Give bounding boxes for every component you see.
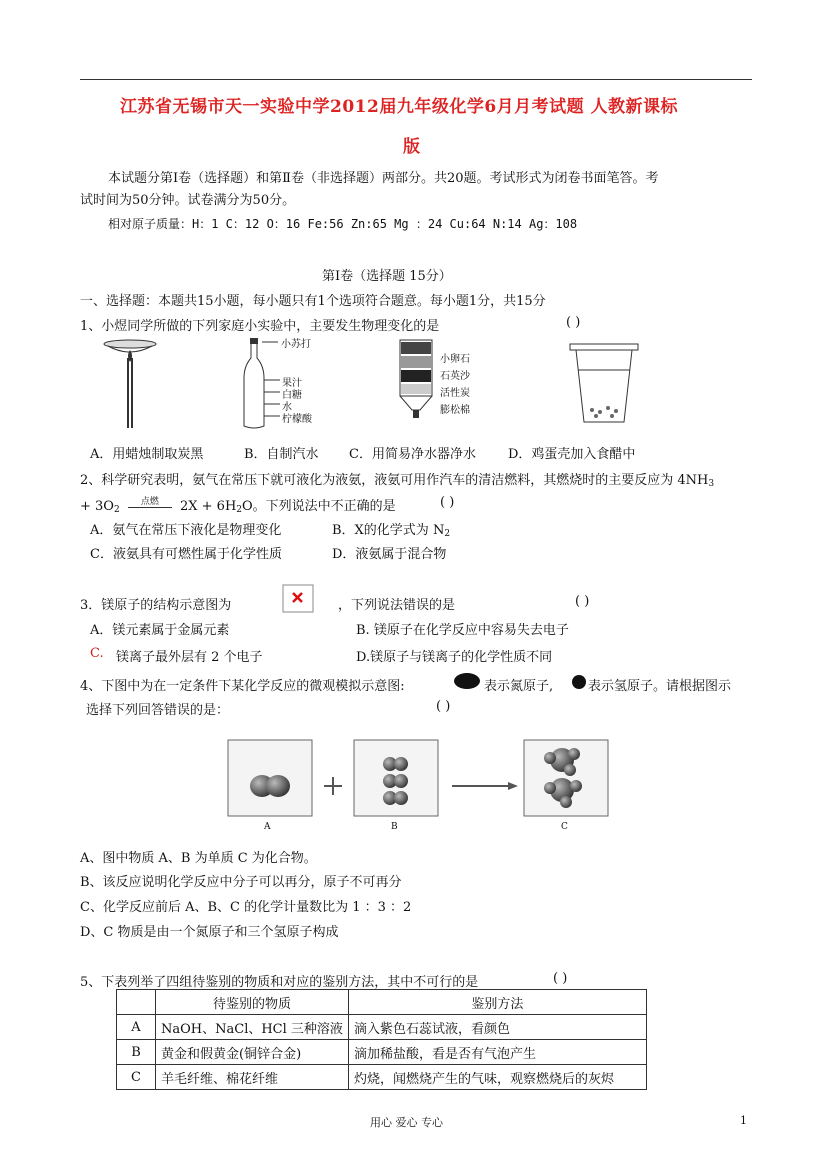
hydrogen-atom-icon bbox=[572, 674, 588, 690]
q1-option-d: D．鸡蛋壳加入食醋中 bbox=[508, 447, 636, 462]
q5-stem: 5、下表列举了四组待鉴别的物质和对应的鉴别方法，其中不可行的是 bbox=[80, 975, 479, 990]
q2-stem-line1: 2、科学研究表明，氨气在常压下就可液化为液氨，液氨可用作汽车的清洁燃料，其燃烧时的主要反应为 $4NH_3$ bbox=[80, 473, 715, 489]
q4-option-a: A、图中物质 A、B 为单质 C 为化合物。 bbox=[80, 851, 317, 866]
q1-option-a: A．用蜡烛制取炭黑 bbox=[90, 447, 204, 462]
q4-stem-a: 4、下图中为在一定条件下某化学反应的微观模拟示意图: bbox=[80, 679, 405, 694]
fig-label-pebbles: 小卵石 bbox=[440, 354, 470, 365]
fig-label-citric-acid: 柠檬酸 bbox=[282, 414, 312, 425]
q5-answer-paren: ( ) bbox=[553, 971, 568, 986]
header-rule bbox=[80, 79, 752, 80]
doc-title: 江苏省无锡市天一实验中学2012届九年级化学6月月考试题 人教新课标 bbox=[120, 97, 679, 117]
identification-table bbox=[116, 989, 647, 1090]
table-cell: NaOH、NaCl、HCl 三种溶液 bbox=[156, 1015, 349, 1040]
q1-option-b: B．自制汽水 bbox=[244, 447, 319, 462]
table-cell: C bbox=[117, 1065, 156, 1090]
table-header-cell: 待鉴别的物质 bbox=[156, 990, 349, 1015]
fig-label-water: 水 bbox=[282, 402, 292, 413]
q4-option-d: D、C 物质是由一个氮原子和三个氢原子构成 bbox=[80, 925, 339, 940]
table-cell: A bbox=[117, 1015, 156, 1040]
q3-stem-b: ，下列说法错误的是 bbox=[338, 598, 456, 613]
intro-line-2: 试时间为50分钟。试卷满分为50分。 bbox=[80, 193, 296, 208]
fig-label-quartz-sand: 石英沙 bbox=[440, 371, 470, 382]
q3-stem-a: 3．镁原子的结构示意图为 bbox=[80, 598, 232, 613]
table-row bbox=[117, 1015, 647, 1040]
fig-label-cotton: 膨松棉 bbox=[440, 405, 470, 416]
page-number: 1 bbox=[740, 1114, 747, 1127]
diagram-label-c: C bbox=[561, 822, 568, 832]
reaction-condition: 点燃 bbox=[128, 494, 172, 508]
q4-option-c: C、化学反应前后 A、B、C 的化学计量数比为 1 ：3 ：2 bbox=[80, 900, 412, 915]
table-cell: 黄金和假黄金(铜锌合金) bbox=[156, 1040, 349, 1065]
q4-stem-c: 表示氢原子。请根据图示 bbox=[588, 679, 732, 694]
q2-option-c: C．液氨具有可燃性属于化学性质 bbox=[90, 547, 282, 562]
q4-stem-b: 表示氮原子, bbox=[484, 679, 554, 694]
table-header-cell bbox=[117, 990, 156, 1015]
q2-option-d: D．液氨属于混合物 bbox=[332, 547, 447, 562]
q4-answer-paren: ( ) bbox=[436, 699, 451, 714]
table-cell: 滴入紫色石蕊试液，看颜色 bbox=[348, 1015, 646, 1040]
q3-option-c-letter: C. bbox=[90, 646, 104, 661]
candle-figure bbox=[102, 336, 162, 432]
q2-option-b: B．X的化学式为 $N_2$ bbox=[332, 523, 451, 539]
intro-line-1: 本试题分第Ⅰ卷（选择题）和第Ⅱ卷（非选择题）两部分。共20题。考试形式为闭卷书面笔答。考 bbox=[108, 171, 659, 186]
fig-label-baking-soda: 小苏打 bbox=[281, 339, 311, 350]
table-row bbox=[117, 1065, 647, 1090]
table-header-cell: 鉴别方法 bbox=[348, 990, 646, 1015]
eggshell-vinegar-figure bbox=[570, 340, 640, 426]
diagram-label-a: A bbox=[264, 822, 271, 832]
q3-option-a: A．镁元素属于金属元素 bbox=[90, 623, 230, 638]
q3-option-b: B. 镁原子在化学反应中容易失去电子 bbox=[356, 623, 569, 638]
table-cell: 滴加稀盐酸，看是否有气泡产生 bbox=[348, 1040, 646, 1065]
fig-label-sugar: 白糖 bbox=[282, 390, 302, 401]
reaction-diagram bbox=[226, 738, 616, 834]
fig-label-activated-carbon: 活性炭 bbox=[440, 388, 470, 399]
q3-answer-paren: ( ) bbox=[575, 594, 590, 609]
footer-motto: 用心 爱心 专心 bbox=[370, 1116, 443, 1129]
q2-option-a: A．氨气在常压下液化是物理变化 bbox=[90, 523, 282, 538]
q3-option-d: D.镁原子与镁离子的化学性质不同 bbox=[356, 650, 553, 665]
section-instructions: 一、选择题：本题共15小题，每小题只有1个选项符合题意。每小题1分，共15分 bbox=[80, 294, 546, 309]
q1-stem: 1、小煜同学所做的下列家庭小实验中，主要发生物理变化的是 bbox=[80, 319, 440, 334]
table-cell: B bbox=[117, 1040, 156, 1065]
section-title: 第Ⅰ卷（选择题 15分） bbox=[322, 269, 452, 284]
broken-image-icon bbox=[282, 584, 316, 614]
q4-stem-line2: 选择下列回答错误的是： bbox=[86, 703, 230, 718]
q2-answer-paren: ( ) bbox=[440, 495, 455, 510]
atomic-mass: 相对原子质量：H：1 C：12 O：16 Fe:56 Zn:65 Mg ：24 Cu:64 N:14 Ag：108 bbox=[108, 217, 578, 231]
table-cell: 羊毛纤维、棉花纤维 bbox=[156, 1065, 349, 1090]
q2-equation: + $3O_2$ 点燃 $2X + 6H_2O$。下列说法中不正确的是 bbox=[80, 495, 396, 515]
q4-option-b: B、该反应说明化学反应中分子可以再分，原子不可再分 bbox=[80, 875, 402, 890]
diagram-label-b: B bbox=[391, 822, 398, 832]
table-cell: 灼烧，闻燃烧产生的气味，观察燃烧后的灰烬 bbox=[348, 1065, 646, 1090]
q3-option-c-text: 镁离子最外层有 2 个电子 bbox=[116, 650, 263, 665]
doc-title-cont: 版 bbox=[403, 137, 421, 157]
nitrogen-atom-icon bbox=[454, 672, 482, 690]
water-filter-figure bbox=[398, 336, 438, 422]
table-row bbox=[117, 1040, 647, 1065]
q1-answer-paren: ( ) bbox=[566, 315, 581, 330]
q1-option-c: C．用简易净水器净水 bbox=[349, 447, 476, 462]
table-header-row bbox=[117, 990, 647, 1015]
fig-label-juice: 果汁 bbox=[282, 378, 302, 389]
